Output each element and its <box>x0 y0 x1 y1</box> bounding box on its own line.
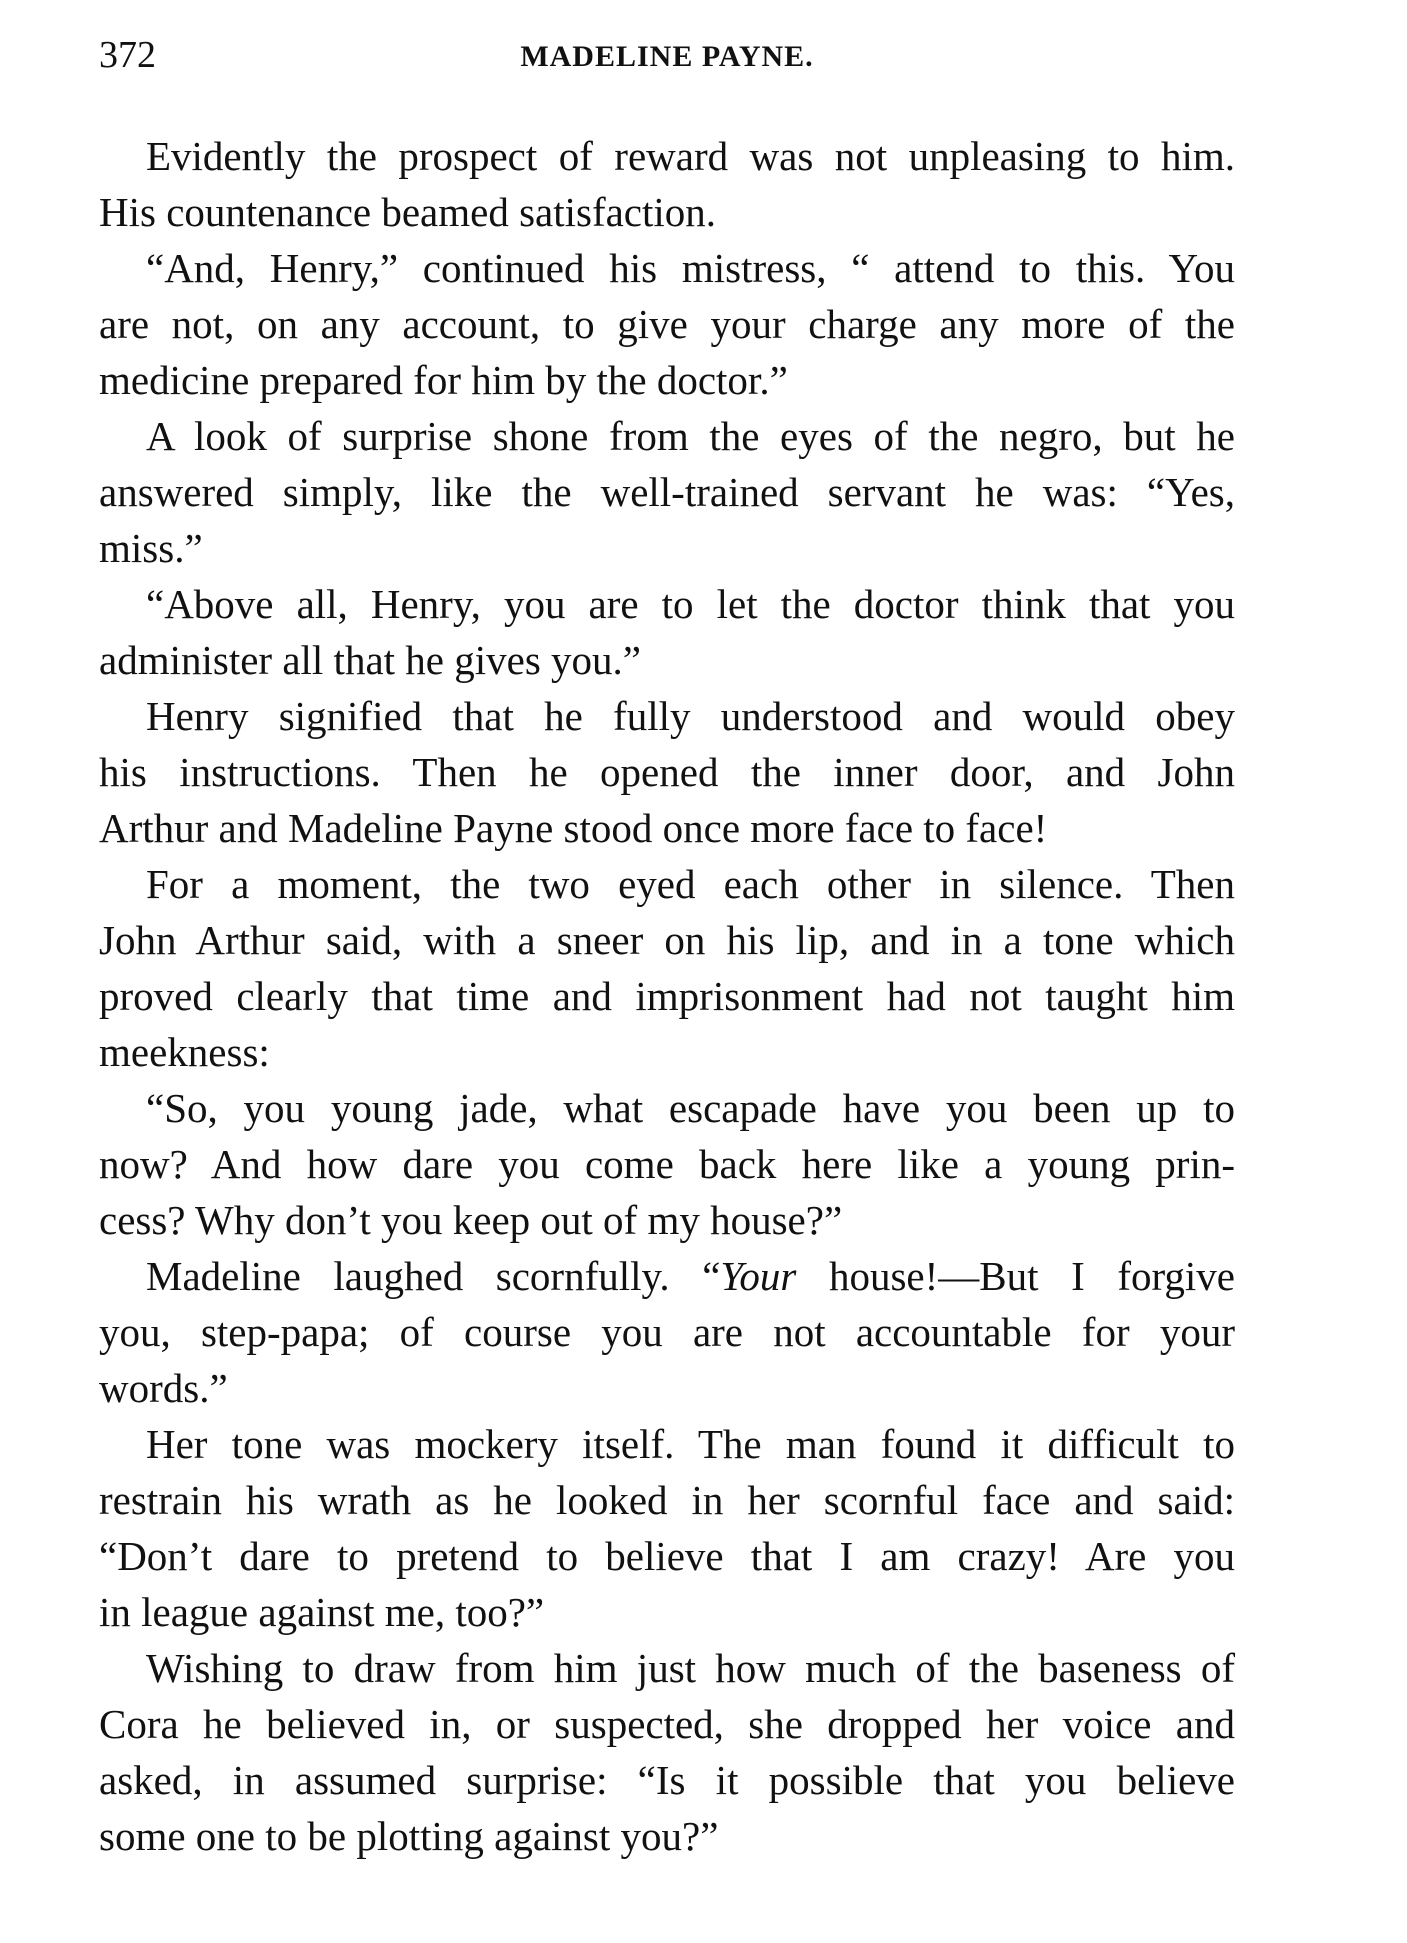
text-line: restrain his wrath as he looked in her scornful face and said: <box>99 1477 1235 1523</box>
text-line: administer all that he gives you.” <box>99 637 641 683</box>
text-line <box>99 1248 1235 1304</box>
text-line: words.” <box>99 1365 228 1411</box>
text-line: proved clearly that time and imprisonment had not taught him <box>99 973 1235 1019</box>
text-line: medicine prepared for him by the doctor.” <box>99 357 788 403</box>
text-segment: house!—But I forgive <box>796 1253 1235 1299</box>
text-line: cess? Why don’t you keep out of my house?” <box>99 1197 843 1243</box>
text-line: For a moment, the two eyed each other in silence. Then <box>146 861 1235 907</box>
text-line: his instructions. Then he opened the inner door, and John <box>99 749 1235 795</box>
text-line: Cora he believed in, or suspected, she dropped her voice and <box>99 1701 1235 1747</box>
text-line: “So, you young jade, what escapade have you been up to <box>146 1085 1235 1131</box>
text-line: His countenance beamed satisfaction. <box>99 189 717 235</box>
text-line: “And, Henry,” continued his mistress, “ attend to this. You <box>146 245 1235 291</box>
text-line: Her tone was mockery itself. The man found it difficult to <box>146 1421 1235 1467</box>
text-line: answered simply, like the well-trained servant he was: “Yes, <box>99 469 1235 515</box>
text-line: Wishing to draw from him just how much of the baseness of <box>146 1645 1235 1691</box>
running-title: MADELINE PAYNE. <box>520 40 814 73</box>
text-line: Henry signified that he fully understood and would obey <box>146 693 1235 739</box>
text-line: you, step-papa; of course you are not accountable for your <box>99 1309 1235 1355</box>
text-line: in league against me, too?” <box>99 1589 545 1635</box>
text-line: some one to be plotting against you?” <box>99 1813 719 1859</box>
italic-emphasis: Your <box>720 1253 797 1299</box>
running-head <box>99 30 1235 80</box>
body-text <box>99 128 1235 1864</box>
text-line: A look of surprise shone from the eyes of the negro, but he <box>146 413 1235 459</box>
text-line: now? And how dare you come back here like a young prin- <box>99 1141 1235 1187</box>
text-line: meekness: <box>99 1029 270 1075</box>
text-line: “Above all, Henry, you are to let the doctor think that you <box>146 581 1235 627</box>
text-line: Arthur and Madeline Payne stood once more face to face! <box>99 805 1048 851</box>
text-line: Evidently the prospect of reward was not unpleasing to him. <box>146 133 1235 179</box>
page-number: 372 <box>99 34 156 76</box>
text-segment: Madeline laughed scornfully. “ <box>146 1253 721 1299</box>
text-line: John Arthur said, with a sneer on his lip, and in a tone which <box>99 917 1235 963</box>
text-line: miss.” <box>99 525 203 571</box>
text-line: “Don’t dare to pretend to believe that I am crazy! Are you <box>99 1533 1235 1579</box>
text-line: asked, in assumed surprise: “Is it possible that you believe <box>99 1757 1235 1803</box>
text-line: are not, on any account, to give your charge any more of the <box>99 301 1235 347</box>
